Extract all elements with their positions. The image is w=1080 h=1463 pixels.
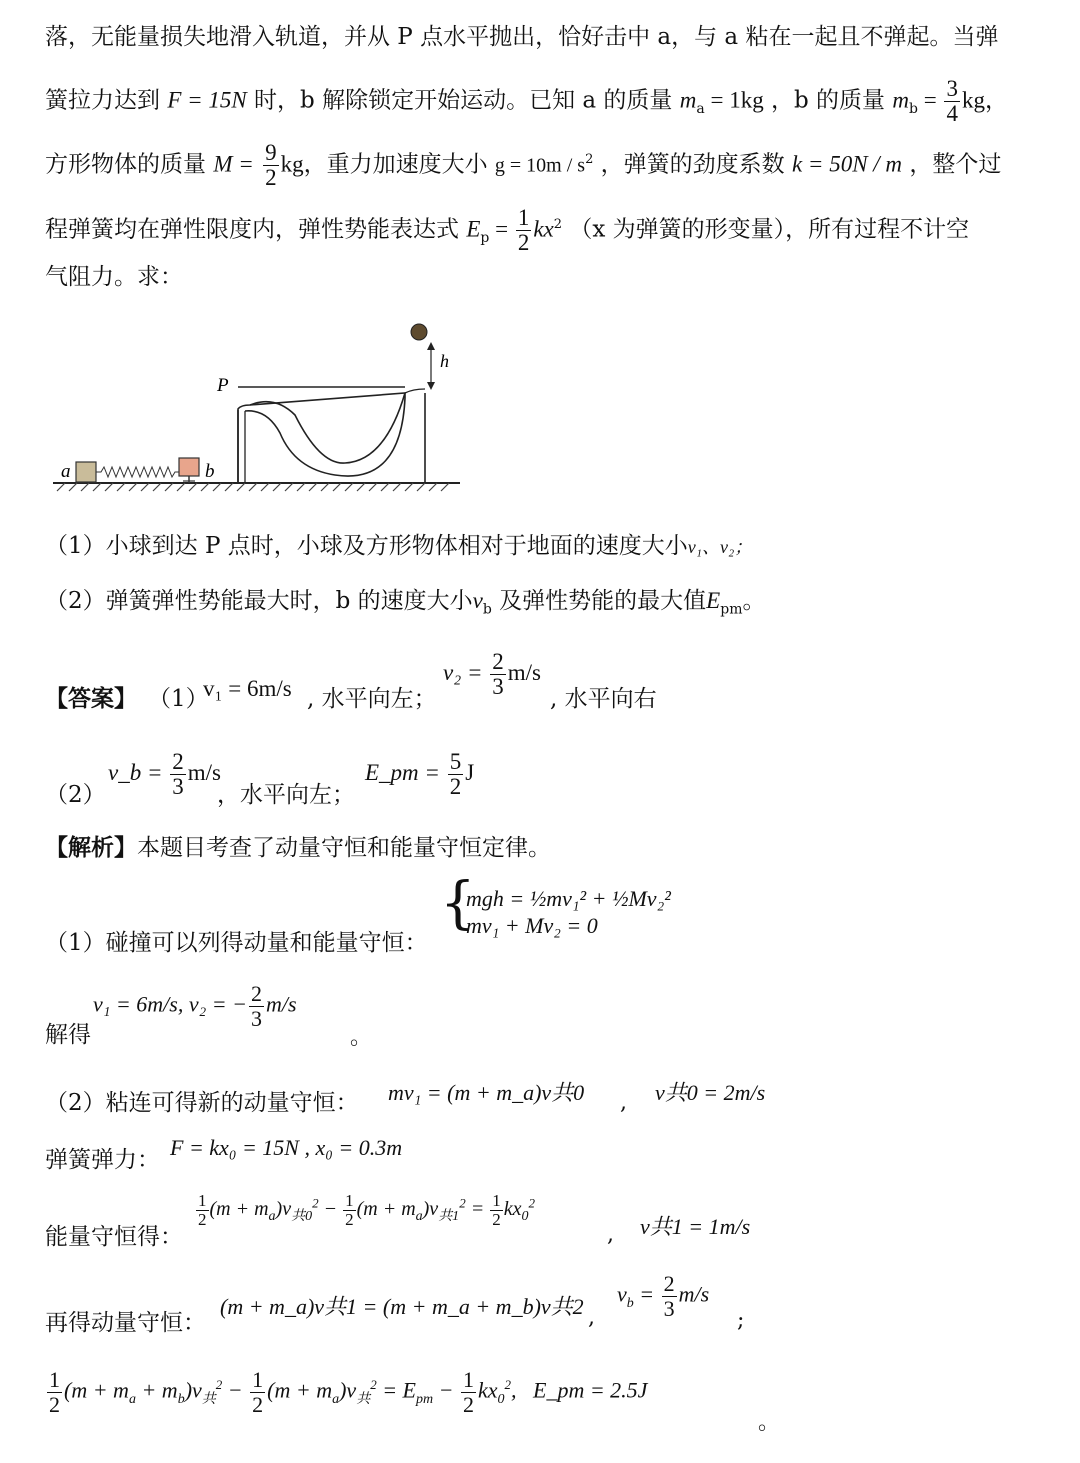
block-b [179, 458, 199, 476]
text: ，弹簧的劲度系数 [600, 151, 785, 178]
mass-b-fraction: $\frac{3}{4}$ [946, 76, 958, 126]
answer-tag: 【答案】 [45, 685, 137, 712]
problem-line-5: 气阻力。求： [45, 264, 183, 290]
equation: mgh = ½mv₁² + ½Mv₂² [466, 886, 671, 911]
epm-expr: E_pm = $\frac{5}{2}$ J [365, 749, 475, 799]
label-a: a [61, 461, 71, 482]
gravity-value: g = 10m / s [494, 154, 586, 177]
text: （1）小球到达 P 点时，小球及方形物体相对于地面的速度大小 [45, 533, 688, 559]
text: （1） [148, 686, 209, 712]
equation: (m + m_a)v共1 = (m + m_a + m_b)v共2 [220, 1294, 584, 1319]
text: 再得动量守恒： [45, 1310, 206, 1336]
problem-line-3: 方形物体的质量 M = $\frac{9}{2}$ kg，重力加速度大小 $g = 10m / s^2$ ，弹簧的劲度系数 k = 50N / m ，整个过 [45, 140, 1002, 190]
ep-symbol: E [466, 216, 481, 242]
mass-M-fraction: $\frac{9}{2}$ [265, 140, 277, 190]
text: 簧拉力达到 [45, 87, 160, 114]
text: 程弹簧均在弹性限度内，弹性势能表达式 [45, 216, 459, 243]
problem-line-2: 簧拉力达到 F = 15N 时，b 解除锁定开始运动。已知 a 的质量 $m_a = 1kg$ ，b 的质量 $m_b$ = $\frac{3}{4}$ kg， [45, 76, 1008, 126]
text: ，水平向左； [217, 782, 355, 808]
vb-expr: v_b = $\frac{2}{3}$ m/s [108, 749, 221, 799]
label-P: P [217, 375, 229, 396]
physics-figure [45, 315, 465, 495]
text: （2）弹簧弹性势能最大时，b 的速度大小 [45, 588, 473, 614]
ball [411, 324, 427, 340]
equation: mv₁ = (m + m_a)v共0 [388, 1080, 585, 1105]
text: 本题目考查了动量守恒和能量守恒定律。 [137, 835, 551, 861]
final-energy-equation: $\frac{1}{2}$ $(m + m_a + m_b)v_共^2$ − $\frac{1}{2}$ $(m + m_a)v_共^2 = E_{pm}$ − $\frac{1}{2}$ $kx_0^2$, E_pm = 2.5J [49, 1367, 648, 1417]
mass-a-symbol: m [679, 87, 697, 113]
track-body [238, 393, 405, 483]
analysis-step-2: （2）粘连可得新的动量守恒： [45, 1090, 359, 1116]
question-2: （2）弹簧弹性势能最大时，b 的速度大小$v_b$ 及弹性势能的最大值$E_{pm}$。 [45, 588, 766, 618]
text: （x 为弹簧的形变量），所有过程不计空 [569, 216, 970, 243]
text: 能量守恒得： [45, 1224, 183, 1250]
text: , 水平向右 [550, 686, 657, 712]
text: v₁、v₂； [687, 537, 753, 557]
spring [96, 467, 179, 477]
result-1: v₁ = 6m/s, v₂ = − $\frac{2}{3}$ m/s [93, 981, 297, 1031]
force-value: F = 15N [167, 87, 247, 113]
text: kg，重力加速度大小 [280, 151, 488, 177]
mass-b-symbol: m [892, 87, 909, 113]
spring-constant: k = 50N / m [791, 151, 903, 177]
energy-equation: $\frac{1}{2}$ $(m + m_a)v_{共0}^2$ − $\frac{1}{2}$ $(m + m_a)v_{共1}^2$ = $\frac{1}{2}$ $kx_0^2$ [198, 1191, 535, 1229]
equation: F = kx₀ = 15N , x₀ = 0.3m [170, 1135, 403, 1160]
mass-a-value: = 1kg [704, 87, 764, 113]
text: ，b 的质量 [771, 87, 886, 114]
text: 方形物体的质量 [45, 151, 206, 178]
question-1 [45, 531, 752, 562]
problem-line-1: 落，无能量损失地滑入轨道，并从 P 点水平抛出，恰好击中 a，与 a 粘在一起且不弹起。当弹 [45, 24, 999, 50]
text: 弹簧弹力： [45, 1147, 160, 1173]
label-b: b [205, 461, 215, 482]
text: 。 [350, 1025, 373, 1050]
text: kg， [961, 87, 1008, 113]
analysis-title [45, 833, 551, 863]
block-a [76, 462, 96, 482]
vb-result: $v_b$ = $\frac{2}{3}$ m/s [617, 1271, 710, 1321]
text: （2） [45, 782, 106, 808]
text: ，整个过 [909, 151, 1002, 178]
equation: v共0 = 2m/s [655, 1080, 766, 1105]
text: 及弹性势能的最大值 [499, 588, 707, 614]
text: , 水平向左； [307, 686, 437, 712]
text: 。 [742, 588, 766, 614]
mass-M-symbol: M = [213, 151, 254, 177]
text: 时，b 解除锁定开始运动。已知 a 的质量 [254, 87, 673, 114]
text: 解得 [45, 1022, 91, 1048]
equation: mv₁ + Mv₂ = 0 [466, 913, 598, 938]
problem-line-4: 程弹簧均在弹性限度内，弹性势能表达式 $E_p$ = $\frac{1}{2}$ $kx^2$ （x 为弹簧的形变量），所有过程不计空 [45, 205, 970, 255]
analysis-step-1: （1）碰撞可以列得动量和能量守恒： [45, 930, 428, 956]
v2-expr: v₂ = $\frac{2}{3}$ m/s [443, 649, 541, 699]
analysis-tag: 【解析】 [45, 834, 137, 861]
label-h: h [440, 351, 449, 371]
ground-hatch [57, 483, 449, 491]
v1-value: v₁ = 6m/s [203, 676, 292, 701]
equation: v共1 = 1m/s [640, 1214, 751, 1239]
